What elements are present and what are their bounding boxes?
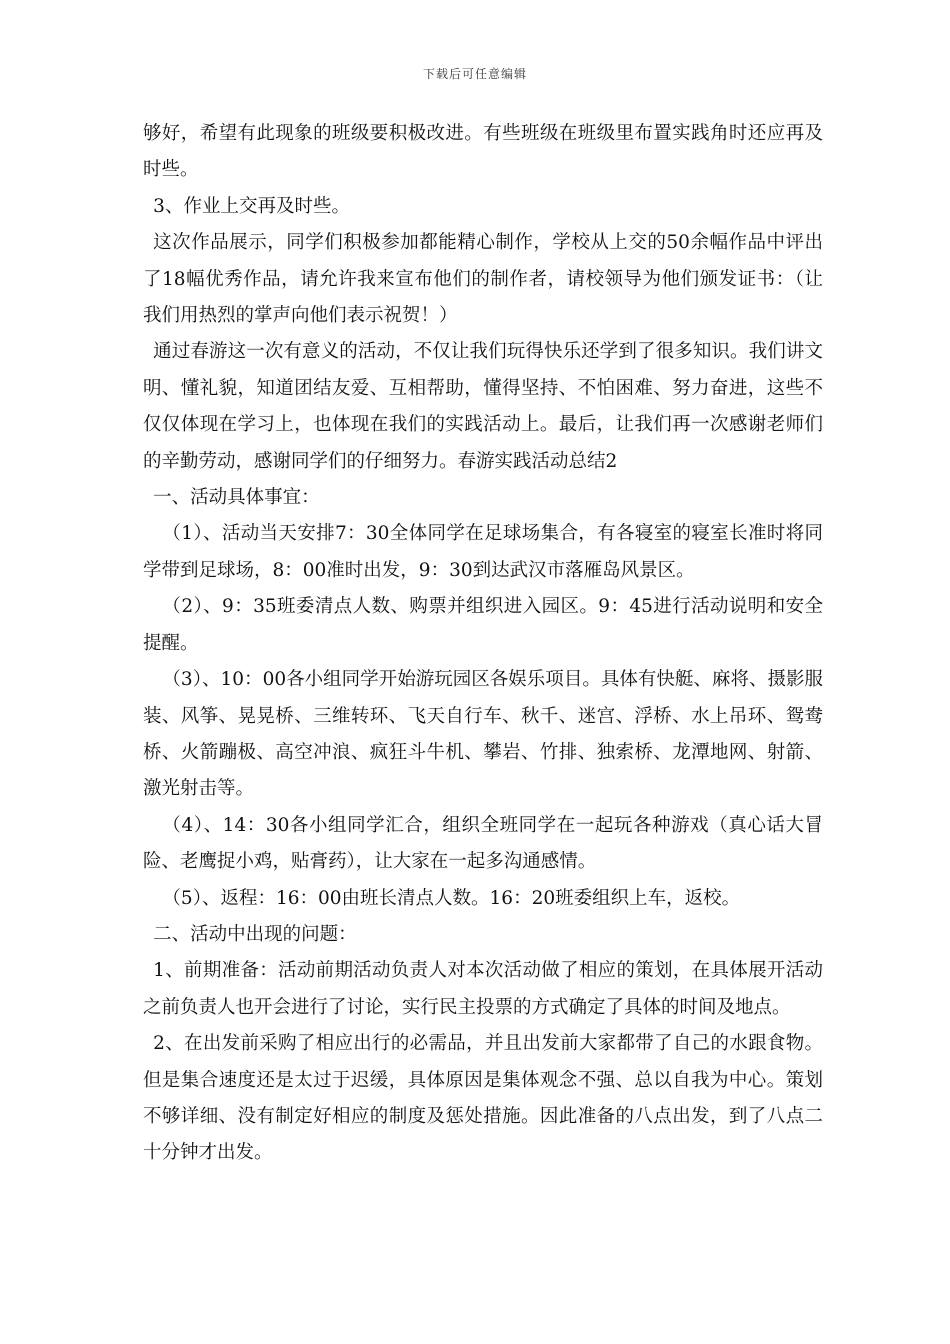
document-body (143, 116, 823, 1172)
page-header: 下载后可任意编辑 (422, 67, 527, 81)
paragraph: 3、作业上交再及时些。 (153, 195, 350, 217)
list-item: （4）、14：30各小组同学汇合，组织全班同学在一起玩各种游戏（真心话大冒险、老鹰捉小鸡，贴膏药），让大家在一起多沟通感情。 (143, 814, 823, 873)
section-heading: 二、活动中出现的问题： (153, 923, 357, 945)
list-item: （3）、10：00各小组同学开始游玩园区各娱乐项目。具体有快艇、麻将、摄影服装、风筝、晃晃桥、三维转环、飞天自行车、秋千、迷宫、浮桥、水上吊环、鸳鸯桥、火箭蹦极、高空冲浪、疯狂斗牛机、攀岩、竹排、独索桥、龙潭地网、射箭、激光射击等。 (143, 669, 823, 800)
list-item: （5）、返程：16：00由班长清点人数。16：20班委组织上车，返校。 (162, 887, 741, 909)
paragraph: 1、前期准备：活动前期活动负责人对本次活动做了相应的策划，在具体展开活动之前负责人也开会进行了讨论，实行民主投票的方式确定了具体的时间及地点。 (143, 960, 823, 1018)
paragraph: 通过春游这一次有意义的活动，不仅让我们玩得快乐还学到了很多知识。我们讲文明、懂礼貌，知道团结友爱、互相帮助，懂得坚持、不怕困难、努力奋进，这些不仅仅体现在学习上，也体现在我们的实践活动上。最后，让我们再一次感谢老师们的辛勤劳动，感谢同学们的仔细努力。春游实践活动总结2 (143, 341, 823, 472)
section-heading: 一、活动具体事宜： (153, 487, 320, 509)
list-item: （1）、活动当天安排7：30全体同学在足球场集合，有各寝室的寝室长准时将同学带到足球场，8：00准时出发，9：30到达武汉市落雁岛风景区。 (143, 523, 823, 581)
paragraph: 这次作品展示，同学们积极参加都能精心制作，学校从上交的50余幅作品中评出了18幅优秀作品，请允许我来宣布他们的制作者，请校领导为他们颁发证书：（让我们用热烈的掌声向他们表示祝贺！） (143, 232, 823, 327)
paragraph: 够好，希望有此现象的班级要积极改进。有些班级在班级里布置实践角时还应再及时些。 (143, 123, 823, 181)
paragraph: 2、在出发前采购了相应出行的必需品，并且出发前大家都带了自己的水跟食物。但是集合速度还是太过于迟缓，具体原因是集体观念不强、总以自我为中心。策划不够详细、没有制定好相应的制度及惩处措施。因此准备的八点出发，到了八点二十分钟才出发。 (143, 1033, 823, 1164)
list-item: （2）、9：35班委清点人数、购票并组织进入园区。9：45进行活动说明和安全提醒。 (143, 596, 823, 654)
